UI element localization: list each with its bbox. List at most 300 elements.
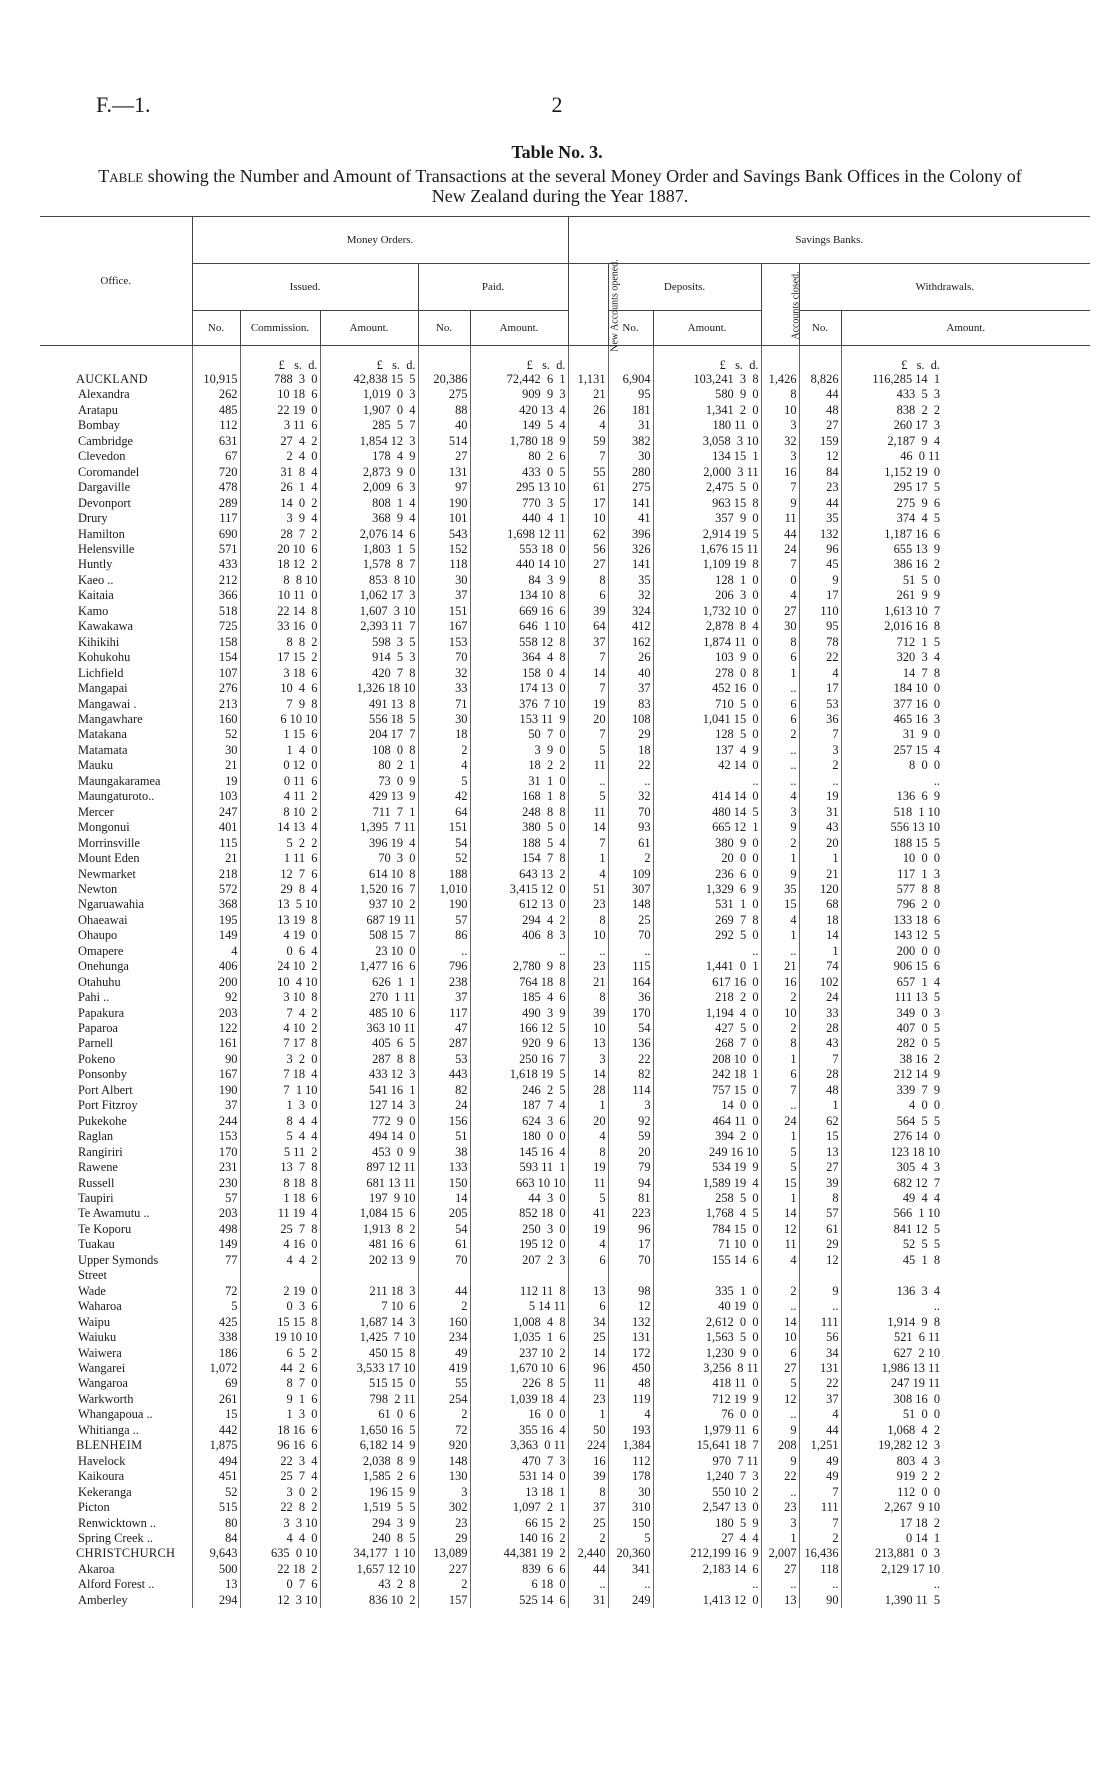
office-name: Havelock (78, 1453, 126, 1468)
new-accounts: 14 (568, 1346, 608, 1361)
paid-amount: 612 13 0 (470, 897, 568, 912)
paid-amount: 237 10 2 (470, 1346, 568, 1361)
deposits-no: 12 (608, 1299, 653, 1314)
accounts-closed: 14 (761, 1206, 799, 1221)
issued-commission: 25 7 4 (240, 1469, 320, 1484)
issued-amount: 485 10 6 (320, 1006, 418, 1021)
deposits-no: 1,384 (608, 1438, 653, 1453)
office-name: Whitianga .. (78, 1422, 139, 1437)
table-row (40, 1392, 1090, 1407)
paid-no: 2 (418, 1407, 470, 1422)
new-accounts: 34 (568, 1315, 608, 1330)
deposits-no: 20 (608, 1145, 653, 1160)
withdrawals-no: 48 (799, 403, 841, 418)
paid-amount: 3 9 0 (470, 743, 568, 758)
issued-amount: 6,182 14 9 (320, 1438, 418, 1453)
paid-amount: 380 5 0 (470, 820, 568, 835)
issued-commission: 0 3 6 (240, 1299, 320, 1314)
new-accounts: 44 (568, 1562, 608, 1577)
withdrawals-amount: 1,914 9 8 (841, 1315, 1090, 1330)
office-name: Mongonui (78, 820, 130, 835)
withdrawals-no: 68 (799, 897, 841, 912)
deposits-amount: 1,109 19 8 (653, 557, 761, 572)
withdrawals-no: 95 (799, 619, 841, 634)
deposits-amount: 1,240 7 3 (653, 1469, 761, 1484)
table-row (40, 928, 1090, 943)
paid-no: 4 (418, 758, 470, 773)
deposits-no: 412 (608, 619, 653, 634)
withdrawals-no: 45 (799, 557, 841, 572)
issued-commission: 4 16 0 (240, 1237, 320, 1252)
deposits-amount: 180 5 9 (653, 1516, 761, 1531)
paid-amount: 187 7 4 (470, 1098, 568, 1113)
issued-commission: 8 18 8 (240, 1176, 320, 1191)
paid-no: 131 (418, 465, 470, 480)
issued-commission: 17 15 2 (240, 650, 320, 665)
deposits-no: 307 (608, 882, 653, 897)
deposits-amount: 757 15 0 (653, 1083, 761, 1098)
deposits-no: 61 (608, 836, 653, 851)
table-row (40, 867, 1090, 882)
withdrawals-no: 17 (799, 681, 841, 696)
office-name: Paparoa (78, 1021, 118, 1036)
paid-amount: 72,442 6 1 (470, 372, 568, 387)
office-name: Picton (78, 1500, 110, 1515)
new-accounts: 10 (568, 928, 608, 943)
new-accounts: 10 (568, 1021, 608, 1036)
paid-no: 160 (418, 1315, 470, 1330)
withdrawals-amount: 386 16 2 (841, 557, 1090, 572)
accounts-closed: 0 (761, 573, 799, 588)
issued-commission: 22 18 2 (240, 1562, 320, 1577)
accounts-closed: 8 (761, 1036, 799, 1051)
paid-amount: 920 9 6 (470, 1036, 568, 1051)
office-name: AUCKLAND (76, 372, 148, 386)
office-name: Te Awamutu .. (78, 1206, 150, 1221)
paid-amount: 166 12 5 (470, 1021, 568, 1036)
withdrawals-amount: 521 6 11 (841, 1330, 1090, 1345)
table-row (40, 573, 1090, 588)
paid-amount: 764 18 8 (470, 975, 568, 990)
table-row (40, 434, 1090, 449)
new-accounts: 14 (568, 1067, 608, 1082)
issued-no: 494 (192, 1454, 240, 1469)
paid-amount: 663 10 10 (470, 1176, 568, 1191)
office-name: Akaroa (78, 1561, 115, 1576)
office-name: Spring Creek .. (78, 1530, 154, 1545)
issued-no: 485 (192, 403, 240, 418)
withdrawals-no: 22 (799, 1376, 841, 1391)
paid-no: 796 (418, 959, 470, 974)
table-row (40, 403, 1090, 418)
units-paid-amount: £ s. d. (470, 346, 568, 373)
new-accounts: 39 (568, 1006, 608, 1021)
new-accounts: 28 (568, 1083, 608, 1098)
deposits-amount: 1,341 2 0 (653, 403, 761, 418)
table-row (40, 666, 1090, 681)
paid-amount: 149 5 4 (470, 418, 568, 433)
new-accounts: 2 (568, 1531, 608, 1546)
withdrawals-amount: 657 1 4 (841, 975, 1090, 990)
withdrawals-no: 43 (799, 1036, 841, 1051)
paid-amount: 3,363 0 11 (470, 1438, 568, 1453)
accounts-closed: 2 (761, 727, 799, 742)
deposits-amount: 15,641 18 7 (653, 1438, 761, 1453)
new-accounts: 37 (568, 1500, 608, 1515)
paid-amount: 525 14 6 (470, 1593, 568, 1608)
office-name: Upper Symonds (78, 1252, 159, 1267)
new-accounts: 8 (568, 573, 608, 588)
accounts-closed: 14 (761, 1315, 799, 1330)
table-row (40, 418, 1090, 433)
withdrawals-amount: 339 7 9 (841, 1083, 1090, 1098)
withdrawals-no: 39 (799, 1176, 841, 1191)
paid-amount: 355 16 4 (470, 1423, 568, 1438)
new-accounts: 31 (568, 1593, 608, 1608)
table-row (40, 836, 1090, 851)
issued-amount: 1,650 16 5 (320, 1423, 418, 1438)
deposits-no: 17 (608, 1237, 653, 1252)
issued-amount: 598 3 5 (320, 635, 418, 650)
accounts-closed: 2,007 (761, 1546, 799, 1561)
accounts-closed: 12 (761, 1392, 799, 1407)
withdrawals-no: 1,251 (799, 1438, 841, 1453)
paid-amount: 44,381 19 2 (470, 1546, 568, 1561)
withdrawals-no: 29 (799, 1237, 841, 1252)
withdrawals-amount: 320 3 4 (841, 650, 1090, 665)
office-name: Port Fitzroy (78, 1098, 138, 1113)
accounts-closed: 8 (761, 635, 799, 650)
issued-commission: 9 1 6 (240, 1392, 320, 1407)
deposits-no: 26 (608, 650, 653, 665)
paid-amount: 624 3 6 (470, 1114, 568, 1129)
deposits-no: 36 (608, 990, 653, 1005)
issued-no: 80 (192, 1516, 240, 1531)
units-blank (418, 346, 470, 373)
table-row (40, 959, 1090, 974)
paid-no: 27 (418, 449, 470, 464)
issued-no: 77 (192, 1253, 240, 1268)
withdrawals-no: 9 (799, 573, 841, 588)
issued-commission: 8 8 10 (240, 573, 320, 588)
withdrawals-no: 131 (799, 1361, 841, 1376)
issued-amount: 204 17 7 (320, 727, 418, 742)
deposits-no: 172 (608, 1346, 653, 1361)
withdrawals-amount: 518 1 10 (841, 805, 1090, 820)
withdrawals-amount: 305 4 3 (841, 1160, 1090, 1175)
deposits-no: 40 (608, 666, 653, 681)
withdrawals-amount: 260 17 3 (841, 418, 1090, 433)
paid-amount: 18 2 2 (470, 758, 568, 773)
issued-commission: 4 11 2 (240, 789, 320, 804)
issued-no: 720 (192, 465, 240, 480)
issued-no: 442 (192, 1423, 240, 1438)
deposits-amount: 394 2 0 (653, 1129, 761, 1144)
table-row (40, 1052, 1090, 1067)
withdrawals-amount: 257 15 4 (841, 743, 1090, 758)
issued-commission: 18 12 2 (240, 557, 320, 572)
office-name: Onehunga (78, 959, 129, 974)
withdrawals-amount: 1,068 4 2 (841, 1423, 1090, 1438)
withdrawals-amount: 682 12 7 (841, 1176, 1090, 1191)
paid-amount: 470 7 3 (470, 1454, 568, 1469)
withdrawals-no: 56 (799, 1330, 841, 1345)
table-row (40, 1330, 1090, 1345)
deposits-no: 79 (608, 1160, 653, 1175)
new-accounts: 8 (568, 1145, 608, 1160)
issued-amount: 34,177 1 10 (320, 1546, 418, 1561)
withdrawals-amount: 17 18 2 (841, 1516, 1090, 1531)
deposits-no: 178 (608, 1469, 653, 1484)
deposits-no: 324 (608, 604, 653, 619)
table-row (40, 1006, 1090, 1021)
issued-amount: 1,907 0 4 (320, 403, 418, 418)
issued-commission: 22 3 4 (240, 1454, 320, 1469)
table-row (40, 1531, 1090, 1546)
issued-no: 203 (192, 1006, 240, 1021)
units-blank (192, 346, 240, 373)
office-name: Morrinsville (78, 835, 140, 850)
withdrawals-amount: 465 16 3 (841, 712, 1090, 727)
issued-amount: 2,038 8 9 (320, 1454, 418, 1469)
deposits-amount: 218 2 0 (653, 990, 761, 1005)
deposits-amount: 665 12 1 (653, 820, 761, 835)
paid-no: 254 (418, 1392, 470, 1407)
accounts-closed: 1 (761, 851, 799, 866)
deposits-amount: 2,914 19 5 (653, 527, 761, 542)
accounts-closed: 16 (761, 975, 799, 990)
accounts-closed: 7 (761, 557, 799, 572)
issued-no: 515 (192, 1500, 240, 1515)
office-name: Coromandel (78, 464, 140, 479)
table-row (40, 712, 1090, 727)
deposits-no: 112 (608, 1454, 653, 1469)
issued-no: 262 (192, 387, 240, 402)
new-accounts: 7 (568, 449, 608, 464)
paid-amount: 1,780 18 9 (470, 434, 568, 449)
deposits-no: 70 (608, 1253, 653, 1268)
accounts-closed: 24 (761, 542, 799, 557)
accounts-closed: 4 (761, 789, 799, 804)
col-savings-banks: Savings Banks. (568, 217, 1090, 264)
new-accounts: 1 (568, 1098, 608, 1113)
withdrawals-no: 31 (799, 805, 841, 820)
paid-no: 152 (418, 542, 470, 557)
header-row-subgroups (40, 264, 1090, 311)
withdrawals-no: 15 (799, 1129, 841, 1144)
office-name: Maungaturoto.. (78, 789, 155, 804)
deposits-no: 41 (608, 511, 653, 526)
issued-no: 4 (192, 944, 240, 959)
withdrawals-no: .. (799, 1299, 841, 1314)
paid-no: 70 (418, 1253, 470, 1268)
issued-no: 153 (192, 1129, 240, 1144)
issued-amount: 1,687 14 3 (320, 1315, 418, 1330)
accounts-closed: 3 (761, 1516, 799, 1531)
deposits-no: 193 (608, 1423, 653, 1438)
table-row (40, 1577, 1090, 1592)
accounts-closed: 30 (761, 619, 799, 634)
paid-amount: 174 13 0 (470, 681, 568, 696)
deposits-amount: 531 1 0 (653, 897, 761, 912)
deposits-no: 70 (608, 928, 653, 943)
withdrawals-no: 22 (799, 650, 841, 665)
office-name: Renwicktown .. (78, 1515, 157, 1530)
paid-amount: 248 8 8 (470, 805, 568, 820)
office-name: Kamo (78, 603, 109, 618)
new-accounts: 23 (568, 959, 608, 974)
accounts-closed: 13 (761, 1593, 799, 1608)
issued-no: 478 (192, 480, 240, 495)
issued-commission: 3 9 4 (240, 511, 320, 526)
issued-commission: 25 7 8 (240, 1222, 320, 1237)
issued-amount: 481 16 6 (320, 1237, 418, 1252)
table-row (40, 511, 1090, 526)
table-row (40, 1129, 1090, 1144)
deposits-no: 83 (608, 697, 653, 712)
table-row (40, 851, 1090, 866)
deposits-amount: 242 18 1 (653, 1067, 761, 1082)
withdrawals-no: 132 (799, 527, 841, 542)
paid-no: 14 (418, 1191, 470, 1206)
accounts-closed: 6 (761, 650, 799, 665)
office-name: Hamilton (78, 526, 125, 541)
paid-no: 190 (418, 496, 470, 511)
new-accounts: 4 (568, 1237, 608, 1252)
accounts-closed: 27 (761, 604, 799, 619)
paid-no (418, 1268, 470, 1283)
withdrawals-no: 12 (799, 449, 841, 464)
paid-no: 3 (418, 1485, 470, 1500)
issued-no (192, 1268, 240, 1283)
issued-commission: 26 1 4 (240, 480, 320, 495)
table-row (40, 542, 1090, 557)
paid-no: 5 (418, 774, 470, 789)
paid-amount: 406 8 3 (470, 928, 568, 943)
withdrawals-amount: 51 0 0 (841, 1407, 1090, 1422)
issued-no: 195 (192, 913, 240, 928)
issued-commission: 6 10 10 (240, 712, 320, 727)
col-issued-amount: Amount. (320, 311, 418, 346)
issued-amount: 70 3 0 (320, 851, 418, 866)
office-name: Devonport (78, 495, 131, 510)
table-row (40, 650, 1090, 665)
deposits-no: 450 (608, 1361, 653, 1376)
issued-amount: 2,009 6 3 (320, 480, 418, 495)
paid-amount: 669 16 6 (470, 604, 568, 619)
deposits-no: 98 (608, 1284, 653, 1299)
withdrawals-amount (841, 1268, 1090, 1283)
withdrawals-no: 48 (799, 1083, 841, 1098)
office-name: Tuakau (78, 1237, 115, 1252)
paid-no: 419 (418, 1361, 470, 1376)
deposits-amount: 580 9 0 (653, 387, 761, 402)
paid-no: 29 (418, 1531, 470, 1546)
withdrawals-no: 4 (799, 666, 841, 681)
paid-amount: 531 14 0 (470, 1469, 568, 1484)
accounts-closed: 7 (761, 480, 799, 495)
issued-no: 451 (192, 1469, 240, 1484)
deposits-amount: 2,612 0 0 (653, 1315, 761, 1330)
deposits-amount: 71 10 0 (653, 1237, 761, 1252)
accounts-closed: 6 (761, 697, 799, 712)
issued-no: 57 (192, 1191, 240, 1206)
issued-no: 90 (192, 1052, 240, 1067)
new-accounts: 59 (568, 434, 608, 449)
table-row (40, 1098, 1090, 1113)
office-name: Kohukohu (78, 650, 131, 665)
withdrawals-amount: 247 19 11 (841, 1376, 1090, 1391)
withdrawals-amount: 200 0 0 (841, 944, 1090, 959)
issued-amount: 433 12 3 (320, 1067, 418, 1082)
table-row (40, 1346, 1090, 1361)
header-row-columns (40, 311, 1090, 346)
deposits-no: 181 (608, 403, 653, 418)
withdrawals-amount: 308 16 0 (841, 1392, 1090, 1407)
office-name: Waiuku (78, 1330, 117, 1345)
table-row (40, 975, 1090, 990)
withdrawals-amount: 188 15 5 (841, 836, 1090, 851)
table-row (40, 1500, 1090, 1515)
paid-amount: 1,097 2 1 (470, 1500, 568, 1515)
paid-amount: 852 18 0 (470, 1206, 568, 1221)
deposits-no: .. (608, 774, 653, 789)
paid-no: 57 (418, 913, 470, 928)
deposits-no: 32 (608, 789, 653, 804)
caption-lead: Table (98, 166, 144, 186)
units-blank (568, 346, 608, 373)
accounts-closed: 2 (761, 1021, 799, 1036)
deposits-no: 93 (608, 820, 653, 835)
issued-commission: 0 6 4 (240, 944, 320, 959)
accounts-closed: 1,426 (761, 372, 799, 387)
withdrawals-no: 96 (799, 542, 841, 557)
new-accounts: 7 (568, 727, 608, 742)
deposits-amount: 357 9 0 (653, 511, 761, 526)
new-accounts (568, 1268, 608, 1283)
deposits-no: 3 (608, 1098, 653, 1113)
accounts-closed: 10 (761, 1006, 799, 1021)
issued-commission: 3 18 6 (240, 666, 320, 681)
withdrawals-no: 8 (799, 1191, 841, 1206)
deposits-no: 35 (608, 573, 653, 588)
issued-no: 5 (192, 1299, 240, 1314)
deposits-amount: 206 3 0 (653, 588, 761, 603)
col-paid-no: No. (418, 311, 470, 346)
deposits-no: .. (608, 1577, 653, 1592)
issued-no: 261 (192, 1392, 240, 1407)
issued-commission: 15 15 8 (240, 1315, 320, 1330)
withdrawals-no: 61 (799, 1222, 841, 1237)
accounts-closed: 9 (761, 867, 799, 882)
issued-commission: 5 4 4 (240, 1129, 320, 1144)
paid-no: 287 (418, 1036, 470, 1051)
deposits-amount: 963 15 8 (653, 496, 761, 511)
withdrawals-amount: 10 0 0 (841, 851, 1090, 866)
accounts-closed: 1 (761, 1052, 799, 1067)
issued-no: 117 (192, 511, 240, 526)
withdrawals-amount: 349 0 3 (841, 1006, 1090, 1021)
paid-amount: 153 11 9 (470, 712, 568, 727)
accounts-closed: 3 (761, 418, 799, 433)
table-row (40, 1036, 1090, 1051)
accounts-closed: .. (761, 1577, 799, 1592)
page-header (0, 92, 1114, 122)
issued-no: 366 (192, 588, 240, 603)
new-accounts: 10 (568, 511, 608, 526)
paid-no: 42 (418, 789, 470, 804)
withdrawals-amount: 295 17 5 (841, 480, 1090, 495)
